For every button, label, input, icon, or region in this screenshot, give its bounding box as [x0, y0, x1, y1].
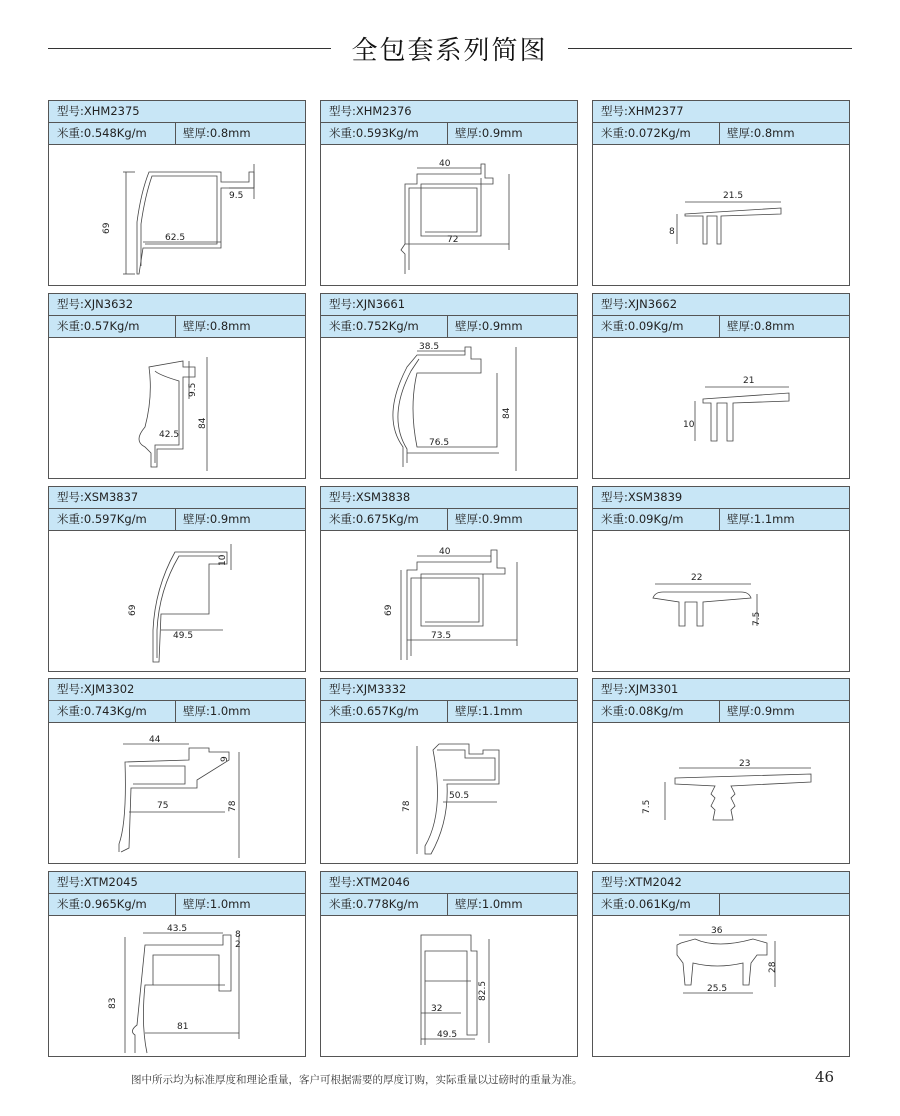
profile-drawing: [593, 144, 849, 285]
model-label: 型号:XJN3661: [321, 294, 577, 316]
thickness-label: 壁厚:1.0mm: [183, 897, 251, 911]
dim-label: 8: [235, 930, 241, 940]
spec-row: [321, 316, 577, 338]
spec-divider: [719, 316, 720, 337]
header-rule-right: [568, 48, 852, 49]
dim-label: 40: [439, 159, 451, 169]
profile-drawing: [593, 722, 849, 863]
model-label: 型号:XHM2376: [321, 101, 577, 123]
dim-label: 72: [447, 235, 459, 245]
spec-row: [49, 701, 305, 723]
thickness-label: 壁厚:0.8mm: [183, 126, 251, 140]
spec-divider: [719, 509, 720, 530]
spec-row: [321, 509, 577, 531]
spec-divider: [447, 123, 448, 144]
dim-label: 28: [768, 961, 778, 973]
thickness-label: 壁厚:1.0mm: [455, 897, 523, 911]
dim-label: 73.5: [431, 631, 452, 641]
model-label: 型号:XHM2375: [49, 101, 305, 123]
weight-label: 米重:0.778Kg/m: [329, 897, 419, 911]
profile-drawing-svg: [321, 337, 577, 478]
profile-drawing: [593, 337, 849, 478]
spec-divider: [447, 701, 448, 722]
dim-label: 38.5: [419, 342, 440, 352]
profile-drawing-svg: [321, 144, 577, 285]
thickness-label: 壁厚:0.9mm: [455, 512, 523, 526]
spec-divider: [175, 701, 176, 722]
dim-label: 78: [228, 800, 238, 812]
dim-label: 49.5: [173, 631, 194, 641]
spec-divider: [175, 123, 176, 144]
spec-row: [593, 509, 849, 531]
spec-divider: [447, 316, 448, 337]
profile-drawing: [321, 530, 577, 671]
thickness-label: 壁厚:0.9mm: [455, 319, 523, 333]
profile-drawing: [49, 722, 305, 863]
profile-drawing: [321, 722, 577, 863]
weight-label: 米重:0.061Kg/m: [601, 897, 691, 911]
profile-drawing: [593, 530, 849, 671]
profile-drawing-svg: [49, 530, 305, 671]
product-card-xjn3662: [592, 293, 850, 479]
profile-drawing-svg: [593, 144, 849, 285]
dim-label: 8: [669, 227, 675, 237]
spec-row: [593, 123, 849, 145]
weight-label: 米重:0.072Kg/m: [601, 126, 691, 140]
dim-label: 69: [384, 604, 394, 616]
dim-label: 84: [502, 407, 512, 419]
thickness-label: 壁厚:1.1mm: [455, 704, 523, 718]
profile-drawing-svg: [593, 722, 849, 863]
thickness-label: 壁厚:1.0mm: [183, 704, 251, 718]
product-card-xhm2376: [320, 100, 578, 286]
product-card-xhm2375: [48, 100, 306, 286]
profile-drawing: [321, 144, 577, 285]
dim-label: 49.5: [437, 1030, 458, 1040]
dim-label: 69: [128, 604, 138, 616]
product-card-xtm2042: [592, 871, 850, 1057]
page-header: [0, 26, 900, 72]
product-card-xjn3632: [48, 293, 306, 479]
page-title: 全包套系列简图: [351, 36, 548, 66]
weight-label: 米重:0.657Kg/m: [329, 704, 419, 718]
dim-label: 25.5: [707, 984, 728, 994]
profile-drawing-svg: [49, 915, 305, 1056]
dim-label: 10: [218, 554, 228, 566]
spec-row: [321, 701, 577, 723]
spec-divider: [447, 894, 448, 915]
spec-row: [49, 509, 305, 531]
dim-label: 9.5: [188, 382, 198, 397]
thickness-label: 壁厚:0.9mm: [727, 704, 795, 718]
footer-note: 图中所示均为标准厚度和理论重量，客户可根据需要的厚度订购，实际重量以过磅时的重量为准。: [131, 1074, 583, 1086]
profile-drawing-svg: [49, 337, 305, 478]
dim-label: 10: [683, 420, 695, 430]
dim-label: 9.5: [229, 191, 244, 201]
profile-drawing-svg: [321, 530, 577, 671]
profile-drawing: [321, 337, 577, 478]
profile-drawing: [49, 144, 305, 285]
weight-label: 米重:0.57Kg/m: [57, 319, 140, 333]
profile-drawing: [49, 530, 305, 671]
profile-drawing-svg: [593, 530, 849, 671]
weight-label: 米重:0.743Kg/m: [57, 704, 147, 718]
product-card-xtm2046: [320, 871, 578, 1057]
model-label: 型号:XTM2046: [321, 872, 577, 894]
thickness-label: 壁厚:0.8mm: [183, 319, 251, 333]
spec-row: [321, 894, 577, 916]
dim-label: 69: [102, 222, 112, 234]
dim-label: 84: [198, 417, 208, 429]
product-card-xtm2045: [48, 871, 306, 1057]
spec-divider: [719, 123, 720, 144]
model-label: 型号:XHM2377: [593, 101, 849, 123]
dim-label: 78: [402, 800, 412, 812]
product-card-xhm2377: [592, 100, 850, 286]
spec-row: [593, 894, 849, 916]
profile-drawing-svg: [49, 722, 305, 863]
model-label: 型号:XJM3302: [49, 679, 305, 701]
product-card-xjn3661: [320, 293, 578, 479]
profile-drawing-svg: [321, 722, 577, 863]
model-label: 型号:XSM3838: [321, 487, 577, 509]
dim-label: 82.5: [478, 980, 488, 1001]
dim-label: 21: [743, 376, 755, 386]
profile-drawing: [321, 915, 577, 1056]
weight-label: 米重:0.597Kg/m: [57, 512, 147, 526]
weight-label: 米重:0.09Kg/m: [601, 512, 684, 526]
spec-divider: [719, 701, 720, 722]
header-rule-left: [48, 48, 331, 49]
dim-label: 23: [739, 759, 751, 769]
profile-drawing-svg: [321, 915, 577, 1056]
thickness-label: 壁厚:0.8mm: [727, 126, 795, 140]
model-label: 型号:XJM3332: [321, 679, 577, 701]
model-label: 型号:XJN3662: [593, 294, 849, 316]
weight-label: 米重:0.752Kg/m: [329, 319, 419, 333]
weight-label: 米重:0.965Kg/m: [57, 897, 147, 911]
product-card-xjm3332: [320, 678, 578, 864]
dim-label: 32: [431, 1004, 443, 1014]
product-card-xsm3839: [592, 486, 850, 672]
dim-label: 62.5: [165, 233, 186, 243]
dim-label: 21.5: [723, 191, 744, 201]
model-label: 型号:XTM2042: [593, 872, 849, 894]
weight-label: 米重:0.09Kg/m: [601, 319, 684, 333]
thickness-label: 壁厚:0.9mm: [183, 512, 251, 526]
model-label: 型号:XTM2045: [49, 872, 305, 894]
dim-label: 42.5: [159, 430, 180, 440]
weight-label: 米重:0.593Kg/m: [329, 126, 419, 140]
dim-label: 44: [149, 735, 161, 745]
spec-divider: [447, 509, 448, 530]
spec-row: [593, 701, 849, 723]
product-card-xsm3838: [320, 486, 578, 672]
dim-label: 7.5: [752, 611, 762, 626]
product-card-xjm3302: [48, 678, 306, 864]
dim-label: 9: [220, 756, 230, 762]
dim-label: 36: [711, 926, 723, 936]
product-card-xsm3837: [48, 486, 306, 672]
weight-label: 米重:0.08Kg/m: [601, 704, 684, 718]
spec-row: [49, 316, 305, 338]
dim-label: 75: [157, 801, 169, 811]
thickness-label: 壁厚:1.1mm: [727, 512, 795, 526]
model-label: 型号:XJN3632: [49, 294, 305, 316]
dim-label: 43.5: [167, 924, 188, 934]
thickness-label: 壁厚:0.9mm: [455, 126, 523, 140]
dim-label: 40: [439, 547, 451, 557]
model-label: 型号:XSM3837: [49, 487, 305, 509]
dim-label: 83: [108, 997, 118, 1009]
dim-label: 76.5: [429, 438, 450, 448]
dim-label: 22: [691, 573, 703, 583]
spec-row: [49, 894, 305, 916]
thickness-label: 壁厚:0.8mm: [727, 319, 795, 333]
page-number: 46: [815, 1068, 835, 1086]
spec-divider: [719, 894, 720, 915]
profile-drawing-svg: [593, 337, 849, 478]
spec-row: [321, 123, 577, 145]
profile-drawing: [593, 915, 849, 1056]
weight-label: 米重:0.548Kg/m: [57, 126, 147, 140]
dim-label: 2: [235, 940, 241, 950]
model-label: 型号:XJM3301: [593, 679, 849, 701]
product-card-xjm3301: [592, 678, 850, 864]
dim-label: 81: [177, 1022, 189, 1032]
profile-drawing: [49, 337, 305, 478]
weight-label: 米重:0.675Kg/m: [329, 512, 419, 526]
profile-drawing-svg: [593, 915, 849, 1056]
profile-drawing: [49, 915, 305, 1056]
spec-divider: [175, 894, 176, 915]
spec-row: [593, 316, 849, 338]
model-label: 型号:XSM3839: [593, 487, 849, 509]
spec-row: [49, 123, 305, 145]
dim-label: 7.5: [642, 799, 652, 814]
dim-label: 50.5: [449, 791, 470, 801]
spec-divider: [175, 509, 176, 530]
spec-divider: [175, 316, 176, 337]
profile-drawing-svg: [49, 144, 305, 285]
